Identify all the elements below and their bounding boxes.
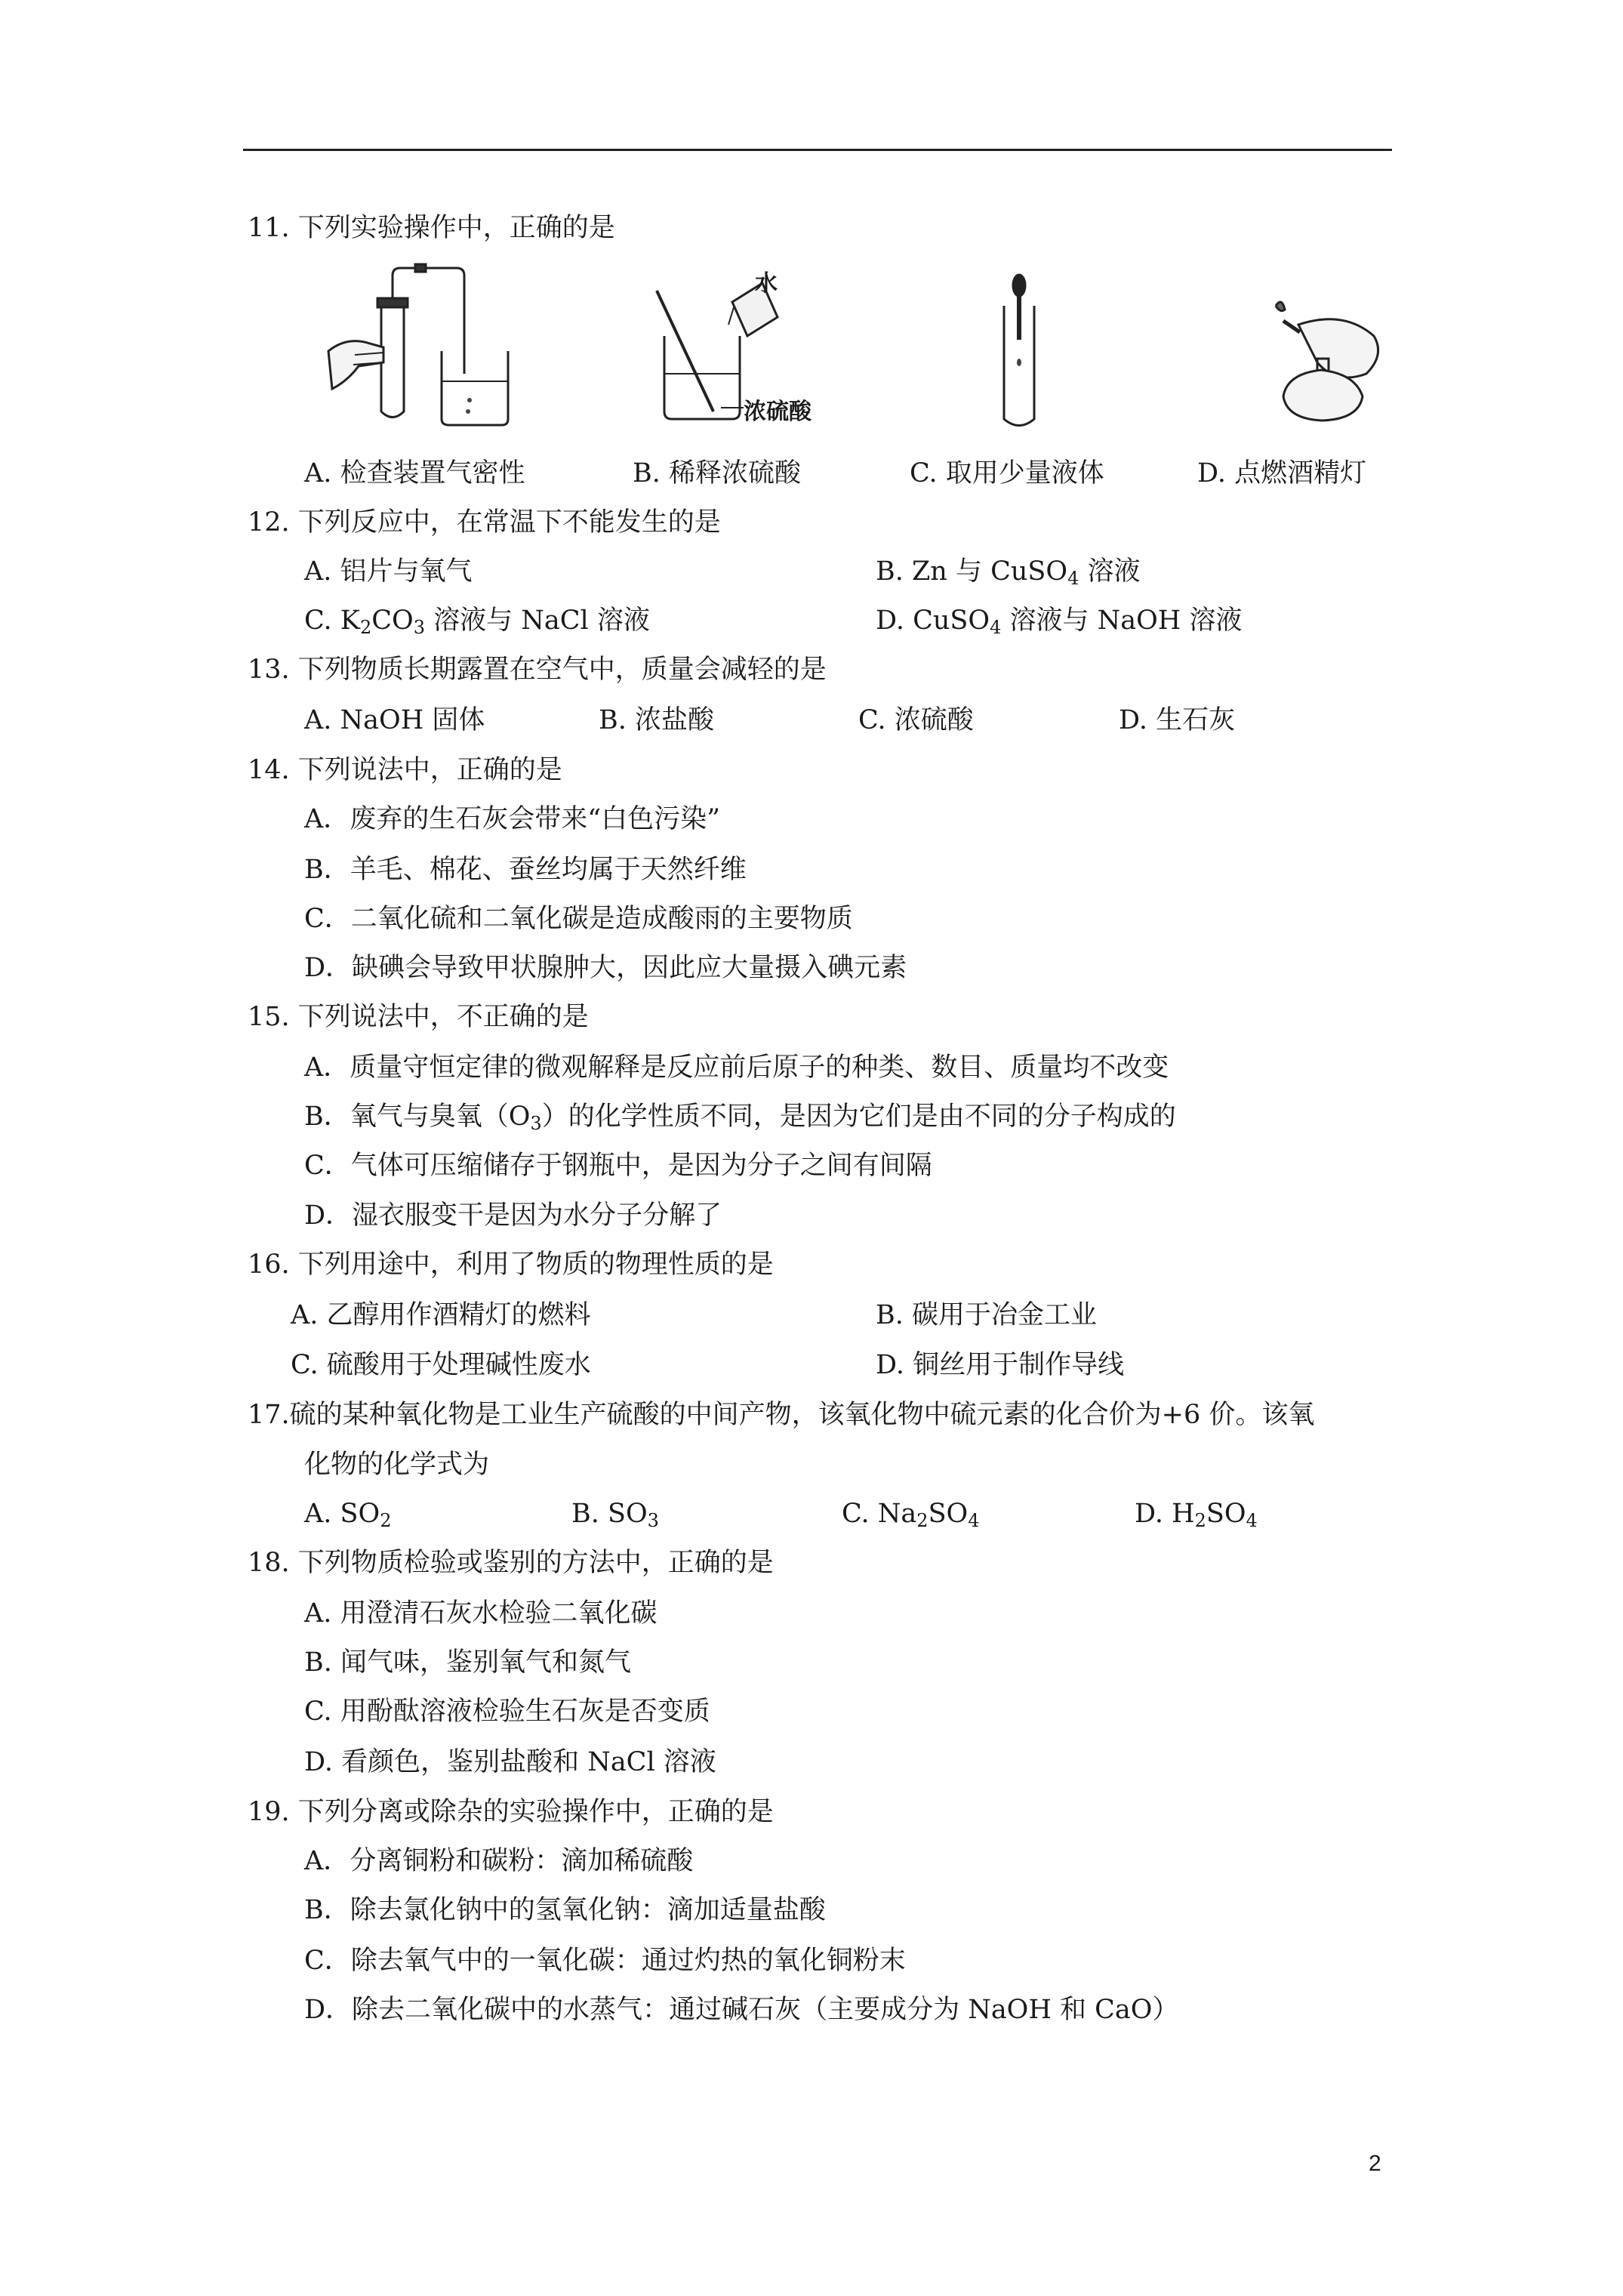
q17-option-c: C. $Na_2SO_4$ (842, 1499, 980, 1531)
q13-option-c: C. 浓硫酸 (858, 705, 974, 735)
q12-option-d: D. CuSO$_4$ 溶液与 NaOH 溶液 (876, 606, 1243, 638)
q17-stem-line1: 17.硫的某种氧化物是工业生产硫酸的中间产物，该氧化物中硫元素的化合价为+6 价。该氧 (248, 1400, 1315, 1430)
q14-option-c: C．二氧化硫和二氧化碳是造成酸雨的主要物质 (304, 904, 853, 934)
q19-option-b: B．除去氯化钠中的氢氧化钠：滴加适量盐酸 (304, 1895, 826, 1925)
q12-option-a: A. 铝片与氧气 (304, 556, 473, 587)
q11-option-c: C. 取用少量液体 (910, 458, 1104, 488)
dropper-figure (989, 272, 1049, 430)
q18-option-b: B. 闻气味，鉴别氧气和氮气 (304, 1647, 631, 1678)
q12-option-b: B. Zn 与 CuSO$_4$ 溶液 (876, 556, 1141, 589)
q13-option-d: D. 生石灰 (1119, 705, 1236, 735)
q14-stem: 14. 下列说法中，正确的是 (248, 755, 562, 785)
q15-option-a: A．质量守恒定律的微观解释是反应前后原子的种类、数目、质量均不改变 (304, 1052, 1169, 1083)
q13-stem: 13. 下列物质长期露置在空气中，质量会减轻的是 (248, 655, 827, 685)
q15-option-c: C．气体可压缩储存于钢瓶中，是因为分子之间有间隔 (304, 1151, 932, 1181)
q11-option-d: D. 点燃酒精灯 (1197, 458, 1367, 488)
q14-option-a: A．废弃的生石灰会带来“白色污染” (304, 804, 721, 834)
page-number: 2 (1369, 2151, 1381, 2176)
fig-label-acid: 浓硫酸 (744, 399, 812, 425)
q16-option-d: D. 铜丝用于制作导线 (876, 1350, 1125, 1380)
airtightness-check-figure (325, 260, 521, 430)
q19-option-d: D．除去二氧化碳中的水蒸气：通过碱石灰（主要成分为 NaOH 和 CaO） (304, 1995, 1179, 2025)
q17-option-a: A. $SO_2$ (304, 1499, 392, 1531)
header-rule (243, 149, 1392, 151)
q12-stem: 12. 下列反应中，在常温下不能发生的是 (248, 507, 721, 538)
fig-label-water: 水 (755, 270, 778, 297)
q13-option-b: B. 浓盐酸 (599, 705, 714, 735)
q15-stem: 15. 下列说法中，不正确的是 (248, 1002, 589, 1032)
q15-option-d: D．湿衣服变干是因为水分子分解了 (304, 1200, 722, 1231)
q14-option-d: D．缺碘会导致甲状腺肿大，因此应大量摄入碘元素 (304, 953, 907, 983)
alcohol-lamp-figure (1253, 298, 1397, 427)
q17-option-d: D. $H_2SO_4$ (1135, 1499, 1258, 1531)
q19-stem: 19. 下列分离或除杂的实验操作中，正确的是 (248, 1797, 774, 1827)
q18-stem: 18. 下列物质检验或鉴别的方法中，正确的是 (248, 1548, 774, 1578)
q19-option-c: C．除去氧气中的一氧化碳：通过灼热的氧化铜粉末 (304, 1946, 906, 1976)
q17-stem-line2: 化物的化学式为 (304, 1450, 490, 1480)
q16-option-b: B. 碳用于冶金工业 (876, 1300, 1097, 1330)
q11-option-a: A. 检查装置气密性 (304, 458, 525, 488)
q18-option-d: D. 看颜色，鉴别盐酸和 NaCl 溶液 (304, 1747, 716, 1777)
q16-stem: 16. 下列用途中，利用了物质的物理性质的是 (248, 1250, 774, 1280)
q16-option-a: A. 乙醇用作酒精灯的燃料 (291, 1300, 591, 1330)
q18-option-c: C. 用酚酞溶液检验生石灰是否变质 (304, 1697, 710, 1727)
q16-option-c: C. 硫酸用于处理碱性废水 (291, 1350, 591, 1380)
q18-option-a: A. 用澄清石灰水检验二氧化碳 (304, 1598, 658, 1629)
q11-option-b: B. 稀释浓硫酸 (633, 458, 801, 488)
q13-option-a: A. NaOH 固体 (304, 705, 485, 735)
q19-option-a: A．分离铜粉和碳粉：滴加稀硫酸 (304, 1846, 694, 1876)
q11-stem: 11. 下列实验操作中，正确的是 (248, 213, 615, 243)
q12-option-c: C. $K_2CO_3$ 溶液与 NaCl 溶液 (304, 606, 650, 638)
q17-option-b: B. $SO_3$ (571, 1499, 659, 1531)
q14-option-b: B．羊毛、棉花、蚕丝均属于天然纤维 (304, 855, 747, 885)
q15-option-b: B．氧气与臭氧$(O_3)$的化学性质不同，是因为它们是由不同的分子构成的 (304, 1102, 1176, 1134)
